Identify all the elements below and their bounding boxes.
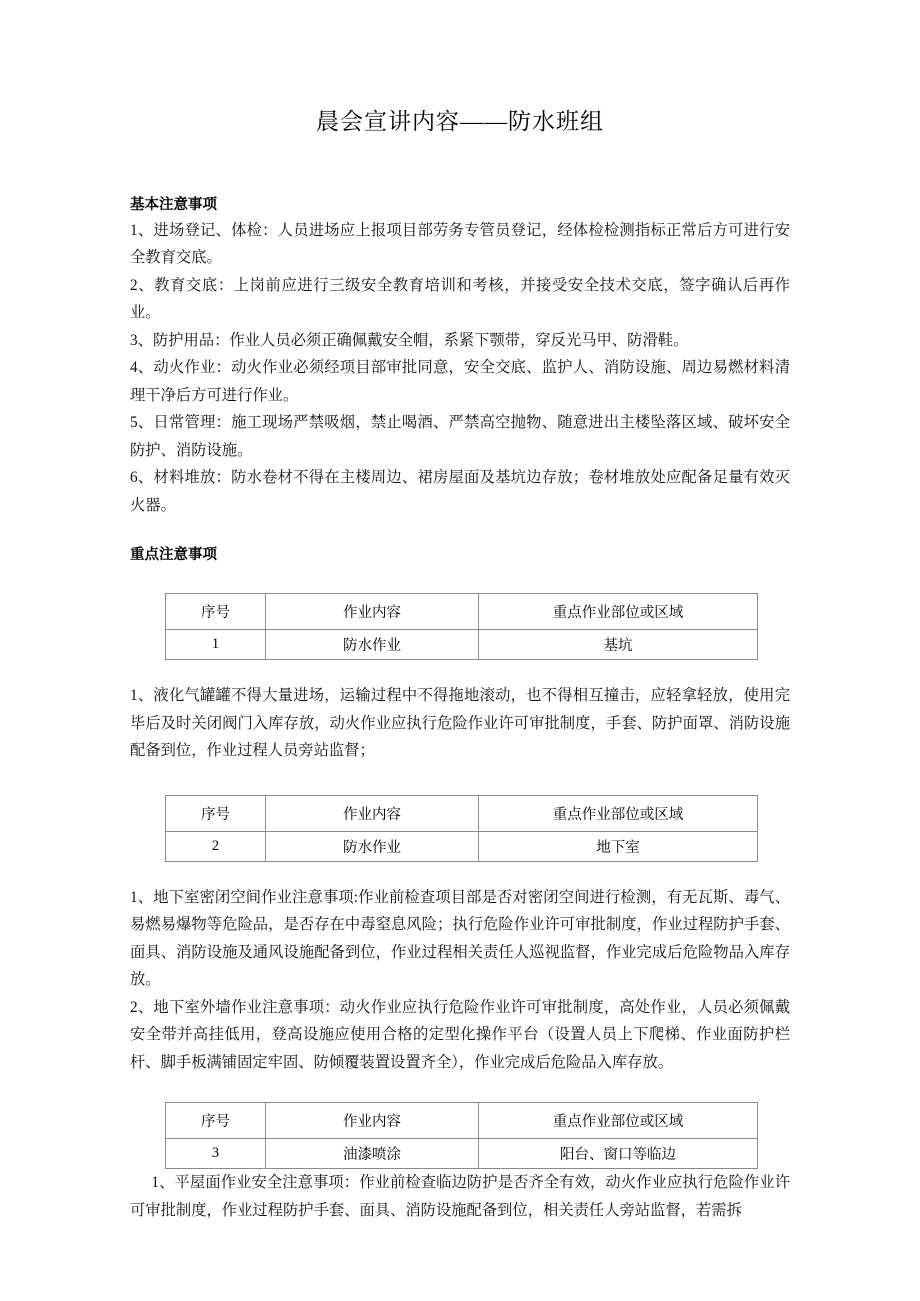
section-heading-basic: 基本注意事项 — [130, 197, 217, 214]
key-work-table-1 — [165, 593, 758, 660]
table-row — [166, 630, 758, 660]
key-work-table-3 — [165, 1102, 758, 1169]
table-header-cell-area: 重点作业部位或区域 — [479, 594, 758, 630]
basic-note-item: 5、日常管理：施工现场严禁吸烟，禁止喝酒、严禁高空抛物、随意进出主楼坠落区域、破坏安全防护、消防设施。 — [130, 414, 790, 459]
table-header-cell-work: 作业内容 — [266, 594, 479, 630]
basic-note-item: 2、教育交底：上岗前应进行三级安全教育培训和考核，并接受安全技术交底，签字确认后再作业。 — [130, 276, 790, 322]
table-row — [166, 831, 758, 861]
table-cell-area: 基坑 — [479, 630, 758, 660]
notes-after-table-2 — [130, 884, 790, 1077]
basic-note-item: 4、动火作业：动火作业必须经项目部审批同意，安全交底、监护人、消防设施、周边易燃材料清理干净后方可进行作业。 — [130, 359, 790, 404]
table-cell-work: 防水作业 — [266, 831, 479, 861]
table-cell-no: 1 — [166, 630, 266, 660]
note-item: 1、地下室密闭空间作业注意事项:作业前检查项目部是否对密闭空间进行检测，有无瓦斯、毒气、易燃易爆物等危险品，是否存在中毒窒息风险；执行危险作业许可审批制度，作业过程防护手套、面具、消防设施及通风设施配备到位，作业过程相关责任人巡视监督，作业完成后危险物品入库存放。 — [130, 888, 790, 989]
basic-notes-list — [130, 217, 790, 520]
table-header-cell-no: 序号 — [166, 795, 266, 831]
basic-note-item: 6、材料堆放：防水卷材不得在主楼周边、裙房屋面及基坑边存放；卷材堆放处应配备足量有效灭火器。 — [130, 469, 790, 514]
notes-after-table-1 — [130, 682, 790, 765]
note-item: 2、地下室外墙作业注意事项：动火作业应执行危险作业许可审批制度，高处作业，人员必须佩戴安全带并高挂低用，登高设施应使用合格的定型化操作平台（设置人员上下爬梯、作业面防护栏杆、脚手板满铺固定牢固、防倾覆装置设置齐全），作业完成后危险品入库存放。 — [130, 998, 790, 1071]
page-title: 晨会宣讲内容——防水班组 — [316, 109, 604, 134]
table-header-cell-area: 重点作业部位或区域 — [479, 1103, 758, 1139]
table-header-cell-no: 序号 — [166, 594, 266, 630]
table-header-cell-no: 序号 — [166, 1103, 266, 1139]
key-work-table-2 — [165, 795, 758, 862]
table-cell-work: 油漆喷涂 — [266, 1139, 479, 1169]
table-cell-area: 地下室 — [479, 831, 758, 861]
table-header-cell-area: 重点作业部位或区域 — [479, 795, 758, 831]
table-header-row — [166, 795, 758, 831]
section-heading-key: 重点注意事项 — [130, 547, 217, 564]
table-cell-work: 防水作业 — [266, 630, 479, 660]
table-cell-no: 2 — [166, 831, 266, 861]
table-cell-area: 阳台、窗口等临边 — [479, 1139, 758, 1169]
table-cell-no: 3 — [166, 1139, 266, 1169]
basic-note-item: 1、进场登记、体检：人员进场应上报项目部劳务专管员登记，经体检检测指标正常后方可进行安全教育交底。 — [130, 221, 790, 267]
note-item: 1、液化气罐罐不得大量进场，运输过程中不得拖地滚动，也不得相互撞击，应轻拿轻放，使用完毕后及时关闭阀门入库存放，动火作业应执行危险作业许可审批制度，手套、防护面罩、消防设施配备到位，作业过程人员旁站监督； — [130, 687, 790, 760]
table-header-row — [166, 1103, 758, 1139]
notes-after-table-3 — [130, 1169, 790, 1224]
basic-note-item: 3、防护用品：作业人员必须正确佩戴安全帽，系紧下颚带，穿反光马甲、防滑鞋。 — [130, 331, 689, 349]
note-item: 1、平屋面作业安全注意事项：作业前检查临边防护是否齐全有效，动火作业应执行危险作业许可审批制度，作业过程防护手套、面具、消防设施配备到位，相关责任人旁站监督，若需拆 — [130, 1174, 790, 1219]
table-header-row — [166, 594, 758, 630]
table-header-cell-work: 作业内容 — [266, 795, 479, 831]
table-header-cell-work: 作业内容 — [266, 1103, 479, 1139]
table-row — [166, 1139, 758, 1169]
